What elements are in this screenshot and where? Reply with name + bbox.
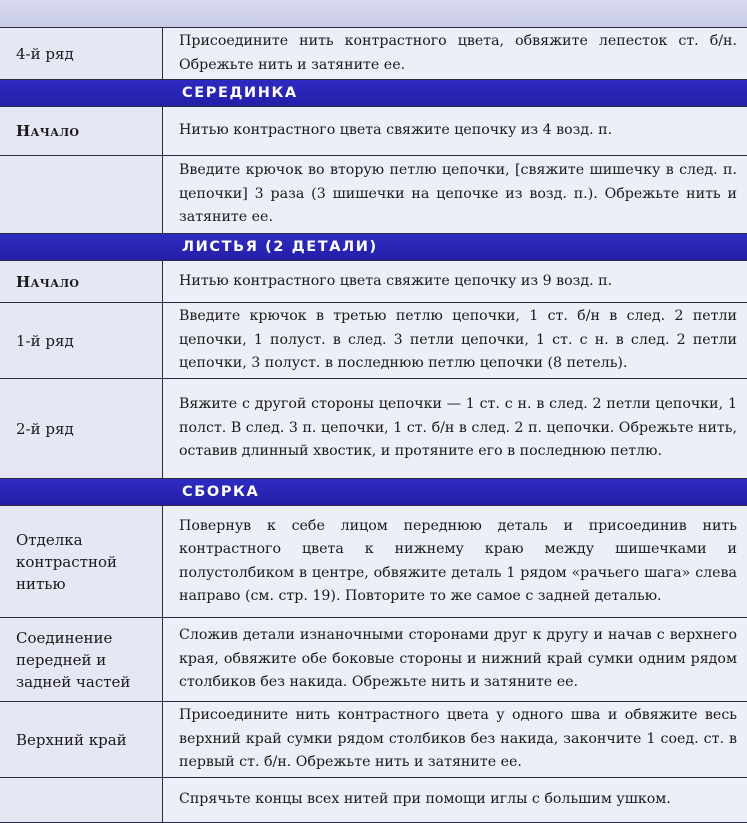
- row-text: Присоедините нить контрастного цвета, обвяжите лепесток ст. б/н. Обрежьте нить и затяните ее.: [163, 28, 747, 79]
- row-label: Соединение передней и задней частей: [0, 618, 163, 701]
- row-text: Присоедините нить контрастного цвета у одного шва и обвяжите весь верхний край сумки рядом столбиков без накида, закончите 1 соед. ст. в первый ст. б/н. Обрежьте нить и затяните ее.: [163, 702, 747, 777]
- table-row: [0, 303, 747, 379]
- row-label: Начало: [0, 261, 163, 302]
- row-text: Вяжите с другой стороны цепочки — 1 ст. с н. в след. 2 петли цепочки, 1 полст. В след. 3 п. цепочки, 1 ст. б/н в след. 2 п. цепочки. Обрежьте нить, оставив длинный хвостик, и протяните его в последнюю петлю.: [163, 379, 747, 478]
- row-text: Спрячьте концы всех нитей при помощи иглы с большим ушком.: [163, 778, 747, 822]
- row-label: Начало: [0, 107, 163, 155]
- table-row: [0, 506, 747, 618]
- row-text: Нитью контрастного цвета свяжите цепочку из 4 возд. п.: [163, 107, 747, 155]
- row-text: Нитью контрастного цвета свяжите цепочку из 9 возд. п.: [163, 261, 747, 302]
- section-header-assembly: СБОРКА: [0, 479, 747, 506]
- row-text: Повернув к себе лицом переднюю деталь и присоединив нить контрастного цвета к нижнему краю между шишечками и полустолбиком в центре, обвяжите деталь 1 рядом «рачьего шага» слева направо (см. стр. 19). Повторите то же самое с задней деталью.: [163, 506, 747, 617]
- section-header-leaves: ЛИСТЬЯ (2 ДЕТАЛИ): [0, 234, 747, 261]
- row-text: Сложив детали изнаночными сторонами друг к другу и начав с верхнего края, обвяжите обе боковые стороны и нижний край сумки одним рядом столбиков без накида. Обрежьте нить и затяните ее.: [163, 618, 747, 701]
- row-label: [0, 778, 163, 822]
- table-row: [0, 261, 747, 303]
- row-text: Введите крючок в третью петлю цепочки, 1 ст. б/н в след. 2 петли цепочки, 1 полуст. в след. 3 петли цепочки, 1 ст. с н. в след. 2 петли цепочки, 3 полуст. в последнюю петлю цепочки (8 петель).: [163, 303, 747, 378]
- top-header-band: [0, 0, 747, 27]
- table-row: [0, 28, 747, 80]
- row-label: [0, 156, 163, 233]
- row-label: Отделка контрастной нитью: [0, 506, 163, 617]
- instructions-table: [0, 27, 747, 823]
- row-label: 2-й ряд: [0, 379, 163, 478]
- row-label: 1-й ряд: [0, 303, 163, 378]
- table-row: [0, 618, 747, 702]
- section-header-center: СЕРЕДИНКА: [0, 80, 747, 107]
- table-row: [0, 778, 747, 823]
- row-label: 4-й ряд: [0, 28, 163, 79]
- table-row: [0, 107, 747, 156]
- table-row: [0, 379, 747, 479]
- row-text: Введите крючок во вторую петлю цепочки, [свяжите шишечку в след. п. цепочки] 3 раза (3 шишечки на цепочке из возд. п.). Обрежьте нить и затяните ее.: [163, 156, 747, 233]
- table-row: [0, 156, 747, 234]
- table-row: [0, 702, 747, 778]
- row-label: Верхний край: [0, 702, 163, 777]
